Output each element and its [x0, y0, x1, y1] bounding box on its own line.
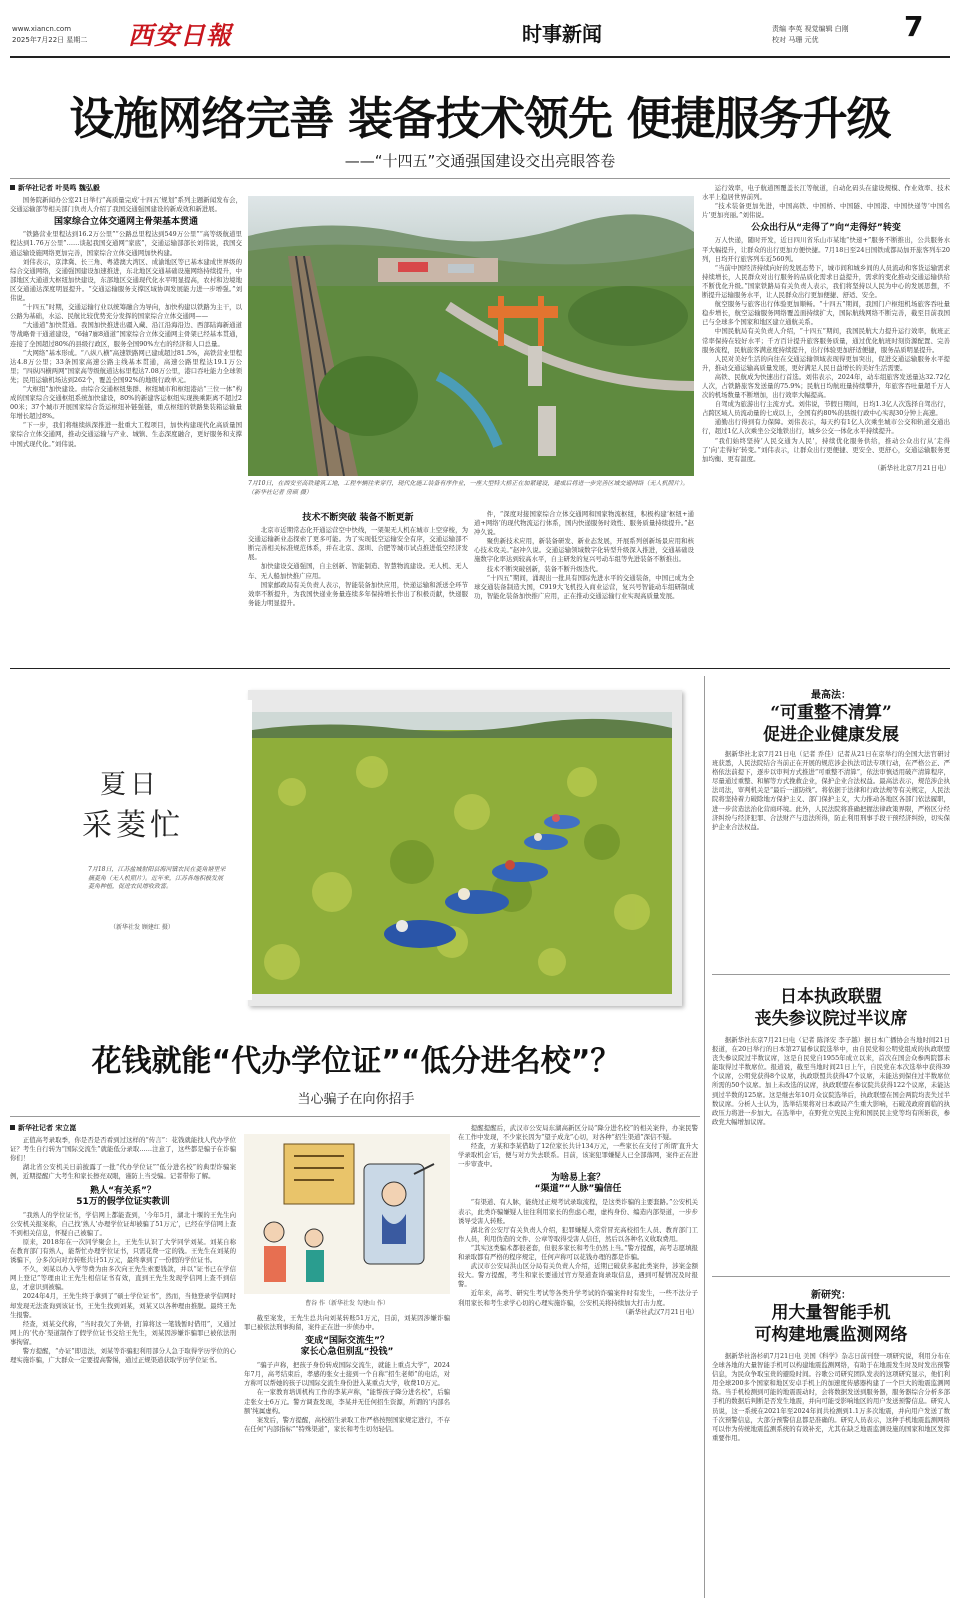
exam-paragraph: 案发后，警方提醒，高校招生录取工作严格按照国家规定进行，不存在任何“内部指标”“特殊渠道”，家长和考生切勿轻信。: [244, 1415, 450, 1433]
sidebar-2-headline: 日本执政联盟 丧失参议院过半议席: [754, 987, 908, 1029]
lead-paragraph: 航空服务与旅客出行体验更加顺畅。“十四五”期间，我国门户枢纽机场旅客吞吐量稳步增长，航空运输服务网络覆盖面持续扩大，国际航线网络不断完善，截至目前我国已与全球多个国家和地区建立通航关系。: [702, 300, 950, 327]
exam-headline: 花钱就能“代办学位证”“低分进名校”？: [91, 1044, 621, 1079]
lead-paragraph: 北京市近期常态化开通运营空中快线，一架架无人机在城市上空穿梭，为交通运输新业态探索了更多可能。为了实现低空运输安全有序，交通运输部不断完善相关标准规范体系，并在北京、深圳、合肥等城市试点推进低空经济发展。: [248, 526, 468, 562]
lead-paragraph: “十四五”期间，涌现出一批具有国际先进水平的交通装备，中国已成为全球交通装备制造大国，C919大飞机投入商业运营，复兴号智能动车组研制成功，智能化装备加快推广应用，正在推动交通运输行业实现高质量发展。: [474, 573, 694, 600]
exam-paragraph: 原来，2018年在一次同学聚会上，王先生认识了大学同学刘某。刘某自称在教育部门有熟人，能帮忙办理学位证书，只需花费一定的钱。王先生在刘某的诱骗下，分多次向对方转账共计51万元，最终拿到了一份假的学位证书。: [10, 1237, 236, 1265]
section-divider: [10, 668, 950, 669]
railway-construction-photo: [248, 196, 694, 476]
summer-feature-text-panel: [58, 700, 252, 1000]
masthead-rule: [10, 56, 950, 58]
lead-headline: 设施网络完善 装备技术领先 便捷服务升级: [69, 92, 891, 145]
lead-paragraph: 加快建设交通强国，自主创新、智能制造、智慧物流建设。无人机、无人车、无人船加快推广应用。: [248, 562, 468, 580]
exam-paragraph: “有渠道、有人脉，能绕过正规考试录取流程，是这类诈骗的主要套路。”公安机关表示，此类诈骗嫌疑人往往利用家长的焦虑心理，虚构身份、编造内部渠道，一步步诱导受害人转账。: [458, 1198, 698, 1225]
editors-line-2: 校对 马珊 元优: [772, 36, 819, 44]
lead-paragraph: “铁路营业里程达到16.2万公里”“公路总里程达到549万公里”“高等级航道里程达到1.76万公里”……谈起我国交通网“家底”，交通运输部部长刘伟说，我国交通运输设施网络更加完善，国家综合立体交通网加快构建。: [10, 230, 242, 257]
exam-paragraph: 武汉市公安局洪山区分局有关负责人介绍，近期已破获多起此类案件，涉案金额较大。警方提醒，考生和家长要通过官方渠道查询录取信息，遇到可疑情况及时报警。: [458, 1262, 698, 1289]
lead-column-3: [474, 510, 694, 660]
sidebar-1-kicker: 最高法：: [811, 690, 851, 701]
exam-paragraph: 经查，刘某交代称，“当时我欠了外债，打算将这一笔钱暂时借用”，又通过网上的‘代办’渠道制作了假学位证书交给王先生，刘某因涉嫌诈骗罪已被依法刑事拘留。: [10, 1319, 236, 1346]
scam-cartoon: [244, 1134, 450, 1294]
exam-byline: 新华社记者 宋立崑: [10, 1124, 236, 1133]
railway-photo-illustration: [248, 196, 694, 476]
exam-subhead-1: 熟人“有关系”？ 51万的假学位证实教训: [76, 1185, 170, 1207]
lead-paragraph: 人民对美好生活的向往在交通运输领域表现得更加突出，促进交通运输服务水平提升，推动交通运输高质量发展，更好满足人民日益增长的美好生活需要。: [702, 354, 950, 372]
exam-column-1: [10, 1124, 236, 1598]
lead-photo-caption: 7月10日，在西安至高铁建筑工地，工程车辆往来穿行，现代化施工装备有序作业，一座大型特大桥正在加紧建设，建成后将进一步完善区域交通网络（无人机照片）。（新华社记者 房硕 摄）: [248, 480, 689, 496]
editors-line-1: 责编 李英 视觉编辑 白刚: [772, 25, 849, 33]
exam-paragraph: 提醒提醒后，武汉市公安局东湖高新区分局“降分进名校”的相关案件，办案民警在工作中发现，不少家长因为“望子成龙”心切，对各种“招生渠道”深信不疑。: [458, 1124, 698, 1142]
lead-column-1: [10, 184, 242, 660]
exam-paragraph: 正值高考录取季，你是否是否看到过这样的“传言”：花钱就能找人代办学位证？考生自行转为“国际交流生”就能低分录取……注意了，这些都是骗子在诈骗你们！: [10, 1136, 236, 1163]
lead-paragraph: 中国民航局有关负责人介绍，“十四五”期间，我国民航大力提升运行效率，航班正常率保持在较好水平；千方百计提升旅客服务质量，通过优化航班时刻资源配置、完善服务流程，民航旅客满意度持续提升，出行体验更加舒适便捷，服务品质明显提升。: [702, 327, 950, 354]
exam-paragraph: “骗子声称，把孩子身份转成国际交流生，就能上重点大学”，2024年7月，高考结束后，孝感的张女士接到一个自称“招生老师”的电话，对方称可以帮她的孩子以国际交流生身份进入某重点大学，收费10万元。: [244, 1361, 450, 1388]
exam-column-2: [244, 1314, 450, 1598]
lead-column-2: [248, 510, 468, 660]
lead-paragraph: 通勤出行得到有力保障。刘伟表示，每天约有1亿人次乘坐城市公交和轨道交通出行，超过1亿人次乘坐公交地铁出行，城乡公交一体化水平持续提升。: [702, 418, 950, 436]
sidebar-rule-1: [712, 974, 950, 975]
lead-subhead-1: 国家综合立体交通网主骨架基本贯通: [53, 217, 198, 228]
lead-subhead-3: 公众出行从“走得了”向“走得好”转变: [751, 223, 901, 234]
lead-dateline: （新华社北京7月21日电）: [873, 463, 950, 472]
lead-paragraph: 刘伟表示，京津冀、长三角、粤港澳大湾区、成渝地区等已基本建成世界级的综合交通网络，交通强国建设加速推进，东北地区交通基础设施网络持续提升，中部地区大通道大枢纽加快建设，东部地区交通现代化水平明显提高，农村和边境地区交通通达深度明显提升。“交通运输服务支撑区域协调发展能力进一步增强。”刘伟说。: [10, 257, 242, 303]
sidebar-3-headline: 用大量智能手机 可构建地震监测网络: [754, 1303, 908, 1345]
exam-subheadline: 当心骗子在向你招手: [297, 1092, 415, 1107]
summer-caption: 7月18日，江苏盐城射阳县海河镇农民在菱角塘里采摘菱角（无人机照片）。近年来，江苏各地积极发展菱角种植，促进农民增收致富。: [88, 866, 226, 890]
lead-intro: 国务院新闻办公室21日举行“高质量完成‘十四五’规划”系列主题新闻发布会，交通运输部等相关部门负责人介绍了我国交通强国建设的新成效和新进展。: [10, 196, 242, 214]
exam-paragraph: 截至案发，王先生总共向刘某转账51万元，目前，刘某因涉嫌诈骗罪已被依法刑事拘留，案件正在进一步侦办中。: [244, 1314, 450, 1332]
sidebar-1-headline: “可重整不清算” 促进企业健康发展: [763, 703, 899, 745]
sidebar-3-body: 据新华社洛杉矶7月21日电 美国《科学》杂志日前刊登一项研究说，利用分布在全球各地的大量智能手机可以构建地震监测网络，有助于在地震发生时及时发出预警信息，为民众争取宝贵的避险时间。谷歌公司研究团队发表的这项研究显示，他们利用全球200多个国家和地区安卓手机上的加速度传感器构建了一个巨大的地震监测网络。当手机检测到可能的地震震动时，会将数据发送到服务器，服务器综合分析多部手机的数据后判断是否发生地震，并向可能受影响地区的用户发送预警信息。研究人员说，这一系统在2021年至2024年间共检测到1.1万多次地震，并向用户发送了数千次预警信息，大部分预警信息都是准确的。研究人员表示，这种手机地震监测网络可以作为传统地震监测系统的有效补充，尤其在缺乏地震监测设施的国家和地区发挥重要作用。: [712, 1352, 950, 1442]
page-number: 7: [904, 10, 924, 43]
lead-paragraph: 高铁、民航成为快速出行首选。刘伟表示，2024年，动车组旅客发送量达32.72亿人次，占铁路旅客发送量的75.9%；民航日均航班量持续攀升，年旅客吞吐量超千万人次的机场数量不断增加，出行效率大幅提高。: [702, 372, 950, 400]
lead-paragraph: 国家邮政局有关负责人表示，智能装备加快应用，快递运输和派送全环节效率不断提升，为我国快递业务量连续多年保持增长作出了积极贡献，快递服务能力明显提升。: [248, 580, 468, 607]
lead-byline: 新华社记者 叶昊鸣 魏弘毅: [10, 184, 242, 193]
lead-divider: [10, 178, 950, 179]
lead-paragraph: 运行效率，电子航道图覆盖长江等航道，自动化码头在建设规模、作业效率、技术水平上稳居世界前列。: [702, 184, 950, 202]
exam-paragraph: 警方提醒，“办证”即违法，刘某等诈骗犯利用部分人急于取得学历学位的心理实施诈骗，广大群众一定要提高警惕，通过正规渠道获取学历学位证书。: [10, 1346, 236, 1365]
summer-credit: （新华社发 顾建红 摄）: [110, 924, 174, 931]
exam-paragraph: 近年来，高考、研究生考试等各类升学考试的诈骗案件时有发生，一些不法分子利用家长和考生求学心切的心理实施诈骗，公安机关将持续加大打击力度。: [458, 1289, 698, 1307]
lead-paragraph: “我们始终坚持‘人民交通为人民’，持续优化服务供给，推动公众出行从‘走得了’向‘走得好’转变。”刘伟表示，让群众出行更便捷、更安全、更舒心，交通运输服务更加均衡、更有温度。: [702, 436, 950, 463]
masthead: [0, 0, 960, 66]
lead-paragraph: “技术装备更加先进，中国高铁、中国桥、中国隧、中国港、中国快递等‘中国名片’更加亮丽。”刘伟说。: [702, 202, 950, 220]
lead-subheadline: ——“十四五”交通强国建设交出亮眼答卷: [344, 152, 616, 170]
lead-paragraph: 自驾成为旅游出行主流方式。刘伟说，节假日期间，日均1.3亿人次选择自驾出行，占跨区域人员流动量的七成以上，全国有约80%的县级行政中心实现30分钟上高速。: [702, 400, 950, 418]
lead-column-4: [702, 184, 950, 660]
newspaper-logo: 西安日報: [128, 21, 233, 50]
lead-paragraph: “下一步，我们将继续纵深推进一批重大工程项目，加快构建现代化高质量国家综合立体交通网，推动交通运输与产业、城镇、生态深度融合，更好服务和支撑中国式现代化。”刘伟说。: [10, 421, 242, 448]
exam-paragraph: 不久，刘某以办入学等费为由多次向王先生索要钱款，并以“证书已在学信网上登记”等理由让王先生相信证书有效，直到王先生发现学信网上查不到信息，才意识到被骗。: [10, 1265, 236, 1292]
exam-subhead-2: 变成“国际交流生”？ 家长心急但别乱“投钱”: [300, 1336, 394, 1358]
exam-paragraph: 在一家教育培训机构工作的李某声称，“能帮孩子降分进名校”，后骗走张女士6万元。警方调查发现，李某并无任何招生资源，所谓的‘内部名额’纯属虚构。: [244, 1388, 450, 1415]
lead-paragraph: 聚焦新技术应用，新装备研发、新业态发展，开展系列创新场景应用和核心技术攻关。”赵冲久说。交通运输领域数字化转型升级深入推进，交通基础设施数字化率达到较高水平，自主研发的复兴号动车组等先进装备不断推出。: [474, 537, 694, 564]
exam-dateline: （新华社武汉7月21日电）: [621, 1307, 698, 1316]
summer-title-1: 夏日: [100, 770, 161, 800]
issue-date: 2025年7月22日 星期二: [12, 36, 88, 44]
lead-paragraph: “当前中国经济持续向好的发展态势下，城市间和城乡间的人员流动和客货运输需求持续增长，人民群众对出行服务的品质化需求日益提升，需求的变化推动交通运输供给不断优化升级。”国家铁路局有关负责人表示，我们将坚持以人民为中心的发展思想，不断提升运输服务水平，让人民群众出行更加便捷、舒适、安全。: [702, 263, 950, 300]
lead-paragraph: 件，“深度对接国家综合立体交通网和国家物流枢纽，积极构建‘枢纽+通道+网络’的现代物流运行体系，国内快递服务时效性、服务质量持续提升。”赵冲久说。: [474, 510, 694, 537]
sidebar-1-body: 据新华社北京7月21日电（记者 乔佳）记者从21日在京举行的全国大法官研讨班获悉，人民法院结合当前正在开展的规范涉企执法司法专项行动，在严格公正、严格依法前提下，逐步以审判方式推进“可重整不清算”，依法审慎适用破产清算程序，尽量通过重整、和解等方式挽救企业，保护企业合法权益。最高法表示，规范涉企执法司法，审判机关是“最后一道防线”。将依据于法律和行政法规等有关规定，人民法院将坚持着力破除地方保护主义、部门保护主义，大力推动各地区各部门依法履职，进一步营造法治化营商环境。此外，人民法院将准确把握法律政策界限，严格区分经济纠纷与经济犯罪、合法财产与违法所得，防止利用刑事手段干预经济纠纷，切实保护企业合法权益。: [712, 750, 950, 831]
lead-paragraph: “大通道”加快贯通。我国加快推进出疆入藏、沿江沿海沿边、西部陆海新通道等战略骨干通道建设，“6轴7廊8通道”国家综合立体交通网主骨架已经基本贯通，连接了全国超过80%的县级行政区，服务全国90%左右的经济和人口总量。: [10, 321, 242, 348]
sidebar-rule-2: [712, 1276, 950, 1277]
exam-paragraph: “其实这类骗术都很老套，但很多家长和考生仍然上当。”警方提醒，高考志愿填报和录取都有严格的程序规定，任何声称可以花钱办理的都是诈骗。: [458, 1243, 698, 1262]
exam-paragraph: “我熟人的学位证书，学信网上都能查到，‘今年5月，湖北十堰的王先生向公安机关报案称，自己找‘熟人’办理学位证却被骗了51万元’，已经在学信网上查不到相关信息，怀疑自己被骗了。: [10, 1210, 236, 1237]
lead-paragraph: “大网络”基本形成。“八纵八横”高速铁路网已建成超过81.5%，高铁营业里程达4.8万公里；33条国家高速公路主线基本贯通，高速公路里程达19.1万公里；“四纵四横两网”国家高等级航道达标里程达7.08万公里，港口吞吐能力全球领先；民用运输机场达到262个，覆盖全国92%的地级行政单元。: [10, 348, 242, 384]
exam-divider: [10, 1116, 700, 1117]
exam-paragraph: 2024年4月，王先生终于拿到了“硕士学位证书”，然而，当他登录学信网时却发现无法查询到该证书，王先生找到刘某，刘某又以各种理由推脱。最终王先生报警。: [10, 1292, 236, 1319]
cartoon-caption: 曹谷 作（新华社发 勾建山 作）: [305, 1300, 389, 1307]
cartoon-illustration: [244, 1134, 450, 1294]
summer-title-2: 采菱忙: [82, 808, 184, 843]
exam-paragraph: 湖北省公安厅有关负责人介绍，犯罪嫌疑人常常冒充高校招生人员、教育部门工作人员，利用伪造的文件、公章等取得受害人信任，然后以各种名义收取费用。: [458, 1225, 698, 1243]
exam-subhead-3: 为啥易上套？ “渠道”“人脉”骗信任: [534, 1173, 622, 1195]
lead-subhead-2: 技术不断突破 装备不断更新: [302, 513, 414, 523]
water-chestnut-illustration: [252, 712, 672, 994]
sidebar-3-kicker: 新研究：: [811, 1290, 851, 1301]
lead-paragraph: 技术不断突破创新，装备不断升级迭代。: [486, 564, 602, 573]
sidebar-2-body: 据新华社东京7月21日电（记者 陈泽安 李子越）据日本广播协会当地时间21日报道，在20日举行的日本第27届参议院选举中，由自民党和公明党组成的执政联盟丧失参议院过半数议席，这是自民党自1955年成立以来，首次在国会众参两院都未能取得过半数席位。报道说，截至当地时间21日上午，自民党在本次选举中获得39个议席，公明党获得8个议席，执政联盟共获得47个议席，未能达到保住过半数席位所需的50个议席。加上未改选的议席，执政联盟在参议院共获得122个议席，未能达到过半数的125席。这是继去年10月众议院选举后，执政联盟在国会两院均丧失过半数议席。分析人士认为，选举结果将对日本政局产生重大影响，石破茂政府面临的执政压力将进一步加大。在选举中，在野党立宪民主党和国民民主党等均有所斩获，参政党大幅增加议席。: [712, 1036, 950, 1126]
lead-paragraph: 万人快递，随时开发，近日四川省乐山市某地“快递+”服务不断推出，公共服务水平大幅提升，让群众的出行更加方便快捷。7月18日至24日国铁成都局加开旅客列车20列，日均开行旅客列车近560列。: [702, 236, 950, 263]
site-url: www.xiancn.com: [12, 25, 72, 33]
exam-paragraph: 经查，方某和李某借助了12位家长共计134万元，一些家长在支付了所谓‘直升大学录取机会’后，便与对方失去联系。目前，该案犯罪嫌疑人已全部落网，案件正在进一步审查中。: [458, 1142, 698, 1169]
lead-paragraph: “十四五”时期，交通运输行业以统筹融合为导向，加快构建以铁路为主干，以公路为基础，水运、民航比较优势充分发挥的国家综合立体交通网——: [10, 303, 242, 321]
sidebar-divider: [704, 676, 705, 1598]
lead-paragraph: “大枢纽”加快建设。由综合交通枢纽集群、枢纽城市和枢纽港站“三位一体”构成的国家综合交通枢纽系统加快建设，80%的新建客运枢纽实现换乘距离不超过200米；37个城市开展国家综合货运枢纽补链强链，重点枢纽的铁路集装箱运输量年增长超过8%。: [10, 384, 242, 421]
section-name: 时事新闻: [522, 22, 602, 46]
water-chestnut-photo: [252, 712, 672, 994]
exam-paragraph: 湖北省公安机关日前披露了一批“代办学位证”“低分进名校”的典型诈骗案例，近期提醒广大考生和家长擦亮双眼，谨防上当受骗。记者带你了解。: [10, 1163, 236, 1181]
exam-column-3: [458, 1124, 698, 1598]
